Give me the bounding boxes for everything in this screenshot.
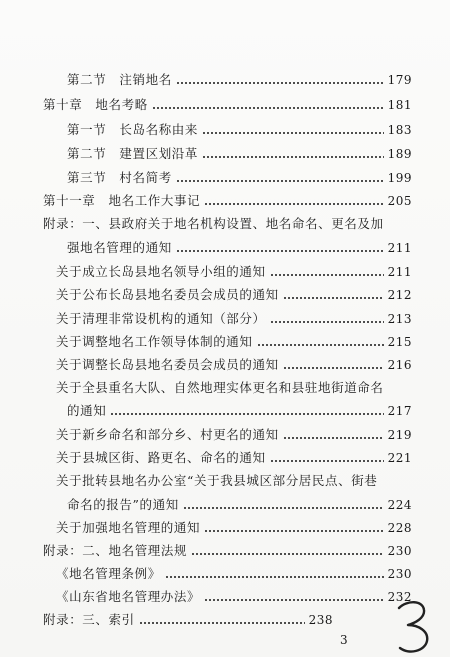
toc-entry-title: 关于新乡命名和部分乡、村更名的通知 bbox=[56, 427, 279, 442]
toc-entry bbox=[67, 72, 412, 88]
toc-entry-title: 第二节 注销地名 bbox=[67, 72, 172, 87]
toc-entry-title: 关于成立长岛县地名领导小组的通知 bbox=[56, 264, 266, 279]
toc-entry-title: 关于批转县地名办公室“关于我县城区部分居民点、街巷 bbox=[56, 473, 378, 488]
leader-dots bbox=[270, 460, 384, 462]
toc-entry bbox=[43, 193, 412, 209]
toc-entry-title: 第二节 建置区划沿革 bbox=[67, 146, 199, 161]
toc-entry-page: 212 bbox=[387, 288, 412, 302]
toc-entry-title: 关于公布长岛县地名委员会成员的通知 bbox=[56, 287, 279, 302]
toc-entry-page: 211 bbox=[387, 265, 412, 279]
toc-entry-page: 205 bbox=[387, 194, 412, 208]
leader-dots bbox=[202, 156, 384, 158]
leader-dots bbox=[283, 437, 384, 439]
toc-entry bbox=[56, 357, 412, 373]
toc-entry bbox=[67, 240, 412, 256]
toc-entry-title: 关于全县重名大队、自然地理实体更名和县驻地街道命名 bbox=[56, 380, 384, 395]
toc-entry-title: 关于加强地名管理的通知 bbox=[56, 520, 201, 535]
leader-dots bbox=[110, 413, 383, 415]
leader-dots bbox=[204, 203, 383, 205]
toc-entry-title: 的通知 bbox=[67, 403, 107, 418]
toc-entry-title: 第十一章 地名工作大事记 bbox=[43, 193, 201, 208]
toc-entry-title: 《山东省地名管理办法》 bbox=[56, 589, 201, 604]
toc-entry-page: 199 bbox=[387, 171, 412, 185]
toc-entry-page: 228 bbox=[387, 521, 412, 535]
leader-dots bbox=[270, 321, 384, 323]
toc-entry bbox=[43, 97, 412, 113]
toc-entry-page: 211 bbox=[387, 241, 412, 255]
toc-entry-page: 179 bbox=[387, 73, 412, 87]
leader-dots bbox=[152, 107, 384, 109]
leader-dots bbox=[165, 576, 384, 578]
toc-entry bbox=[56, 264, 412, 280]
toc-entry bbox=[56, 520, 412, 536]
toc-entry bbox=[43, 543, 412, 559]
toc-entry bbox=[67, 403, 412, 419]
toc-entry bbox=[56, 450, 412, 466]
toc-entry bbox=[56, 334, 412, 350]
toc-entry bbox=[56, 589, 412, 605]
toc-entry-title: 附录：三、索引 bbox=[43, 612, 135, 627]
toc-entry-title: 第一节 长岛名称由来 bbox=[67, 122, 199, 137]
toc-entry-title: 第十章 地名考略 bbox=[43, 97, 148, 112]
toc-entry-page: 215 bbox=[387, 335, 412, 349]
toc-entry-page: 219 bbox=[387, 428, 412, 442]
leader-dots bbox=[176, 250, 384, 252]
toc-entry bbox=[56, 287, 412, 303]
leader-dots bbox=[257, 344, 384, 346]
leader-dots bbox=[283, 367, 384, 369]
leader-dots bbox=[204, 599, 383, 601]
toc-entry-title: 强地名管理的通知 bbox=[67, 240, 172, 255]
toc-entry-title: 《地名管理条例》 bbox=[56, 566, 161, 581]
toc-entry-page: 181 bbox=[387, 98, 412, 112]
toc-entry bbox=[67, 497, 412, 513]
toc-entry-page: 221 bbox=[387, 451, 412, 465]
toc-entry-page: 216 bbox=[387, 358, 412, 372]
leader-dots bbox=[176, 180, 384, 182]
toc-entry-title: 第三节 村名简考 bbox=[67, 170, 172, 185]
toc-entry-title: 关于清理非常设机构的通知（部分） bbox=[56, 311, 266, 326]
toc-entry bbox=[56, 566, 412, 582]
toc-entry bbox=[56, 473, 412, 489]
toc-entry bbox=[56, 380, 412, 396]
leader-dots bbox=[183, 507, 384, 509]
toc-entry-page: 230 bbox=[387, 544, 412, 558]
toc-entry-page: 189 bbox=[387, 147, 412, 161]
toc-entry-page: 217 bbox=[387, 404, 412, 418]
leader-dots bbox=[270, 274, 384, 276]
handwritten-three-mark bbox=[393, 598, 433, 656]
toc-entry bbox=[43, 216, 412, 232]
toc-entry-title: 命名的报告”的通知 bbox=[67, 497, 179, 512]
toc-entry-title: 关于调整长岛县地名委员会成员的通知 bbox=[56, 357, 279, 372]
leader-dots bbox=[202, 132, 384, 134]
toc-entry bbox=[56, 427, 412, 443]
toc-entry-title: 附录：二、地名管理法规 bbox=[43, 543, 188, 558]
toc-entry-page: 238 bbox=[308, 613, 333, 627]
toc-entry-page: 183 bbox=[387, 123, 412, 137]
leader-dots bbox=[204, 530, 383, 532]
toc-entry-page: 213 bbox=[387, 312, 412, 326]
toc-entry bbox=[56, 311, 412, 327]
toc-entry-page: 224 bbox=[387, 498, 412, 512]
toc-entry bbox=[67, 122, 412, 138]
toc-entry-title: 附录：一、县政府关于地名机构设置、地名命名、更名及加 bbox=[43, 216, 384, 231]
leader-dots bbox=[176, 82, 384, 84]
leader-dots bbox=[283, 297, 384, 299]
leader-dots bbox=[139, 622, 305, 624]
page-number: 3 bbox=[340, 633, 348, 647]
toc-entry-page: 232 bbox=[387, 590, 412, 604]
toc-entry-page: 230 bbox=[387, 567, 412, 581]
toc-entry bbox=[43, 612, 333, 628]
toc-entry bbox=[67, 146, 412, 162]
toc-entry-title: 关于县城区街、路更名、命名的通知 bbox=[56, 450, 266, 465]
leader-dots bbox=[191, 553, 383, 555]
toc-entry-title: 关于调整地名工作领导体制的通知 bbox=[56, 334, 253, 349]
toc-entry bbox=[67, 170, 412, 186]
